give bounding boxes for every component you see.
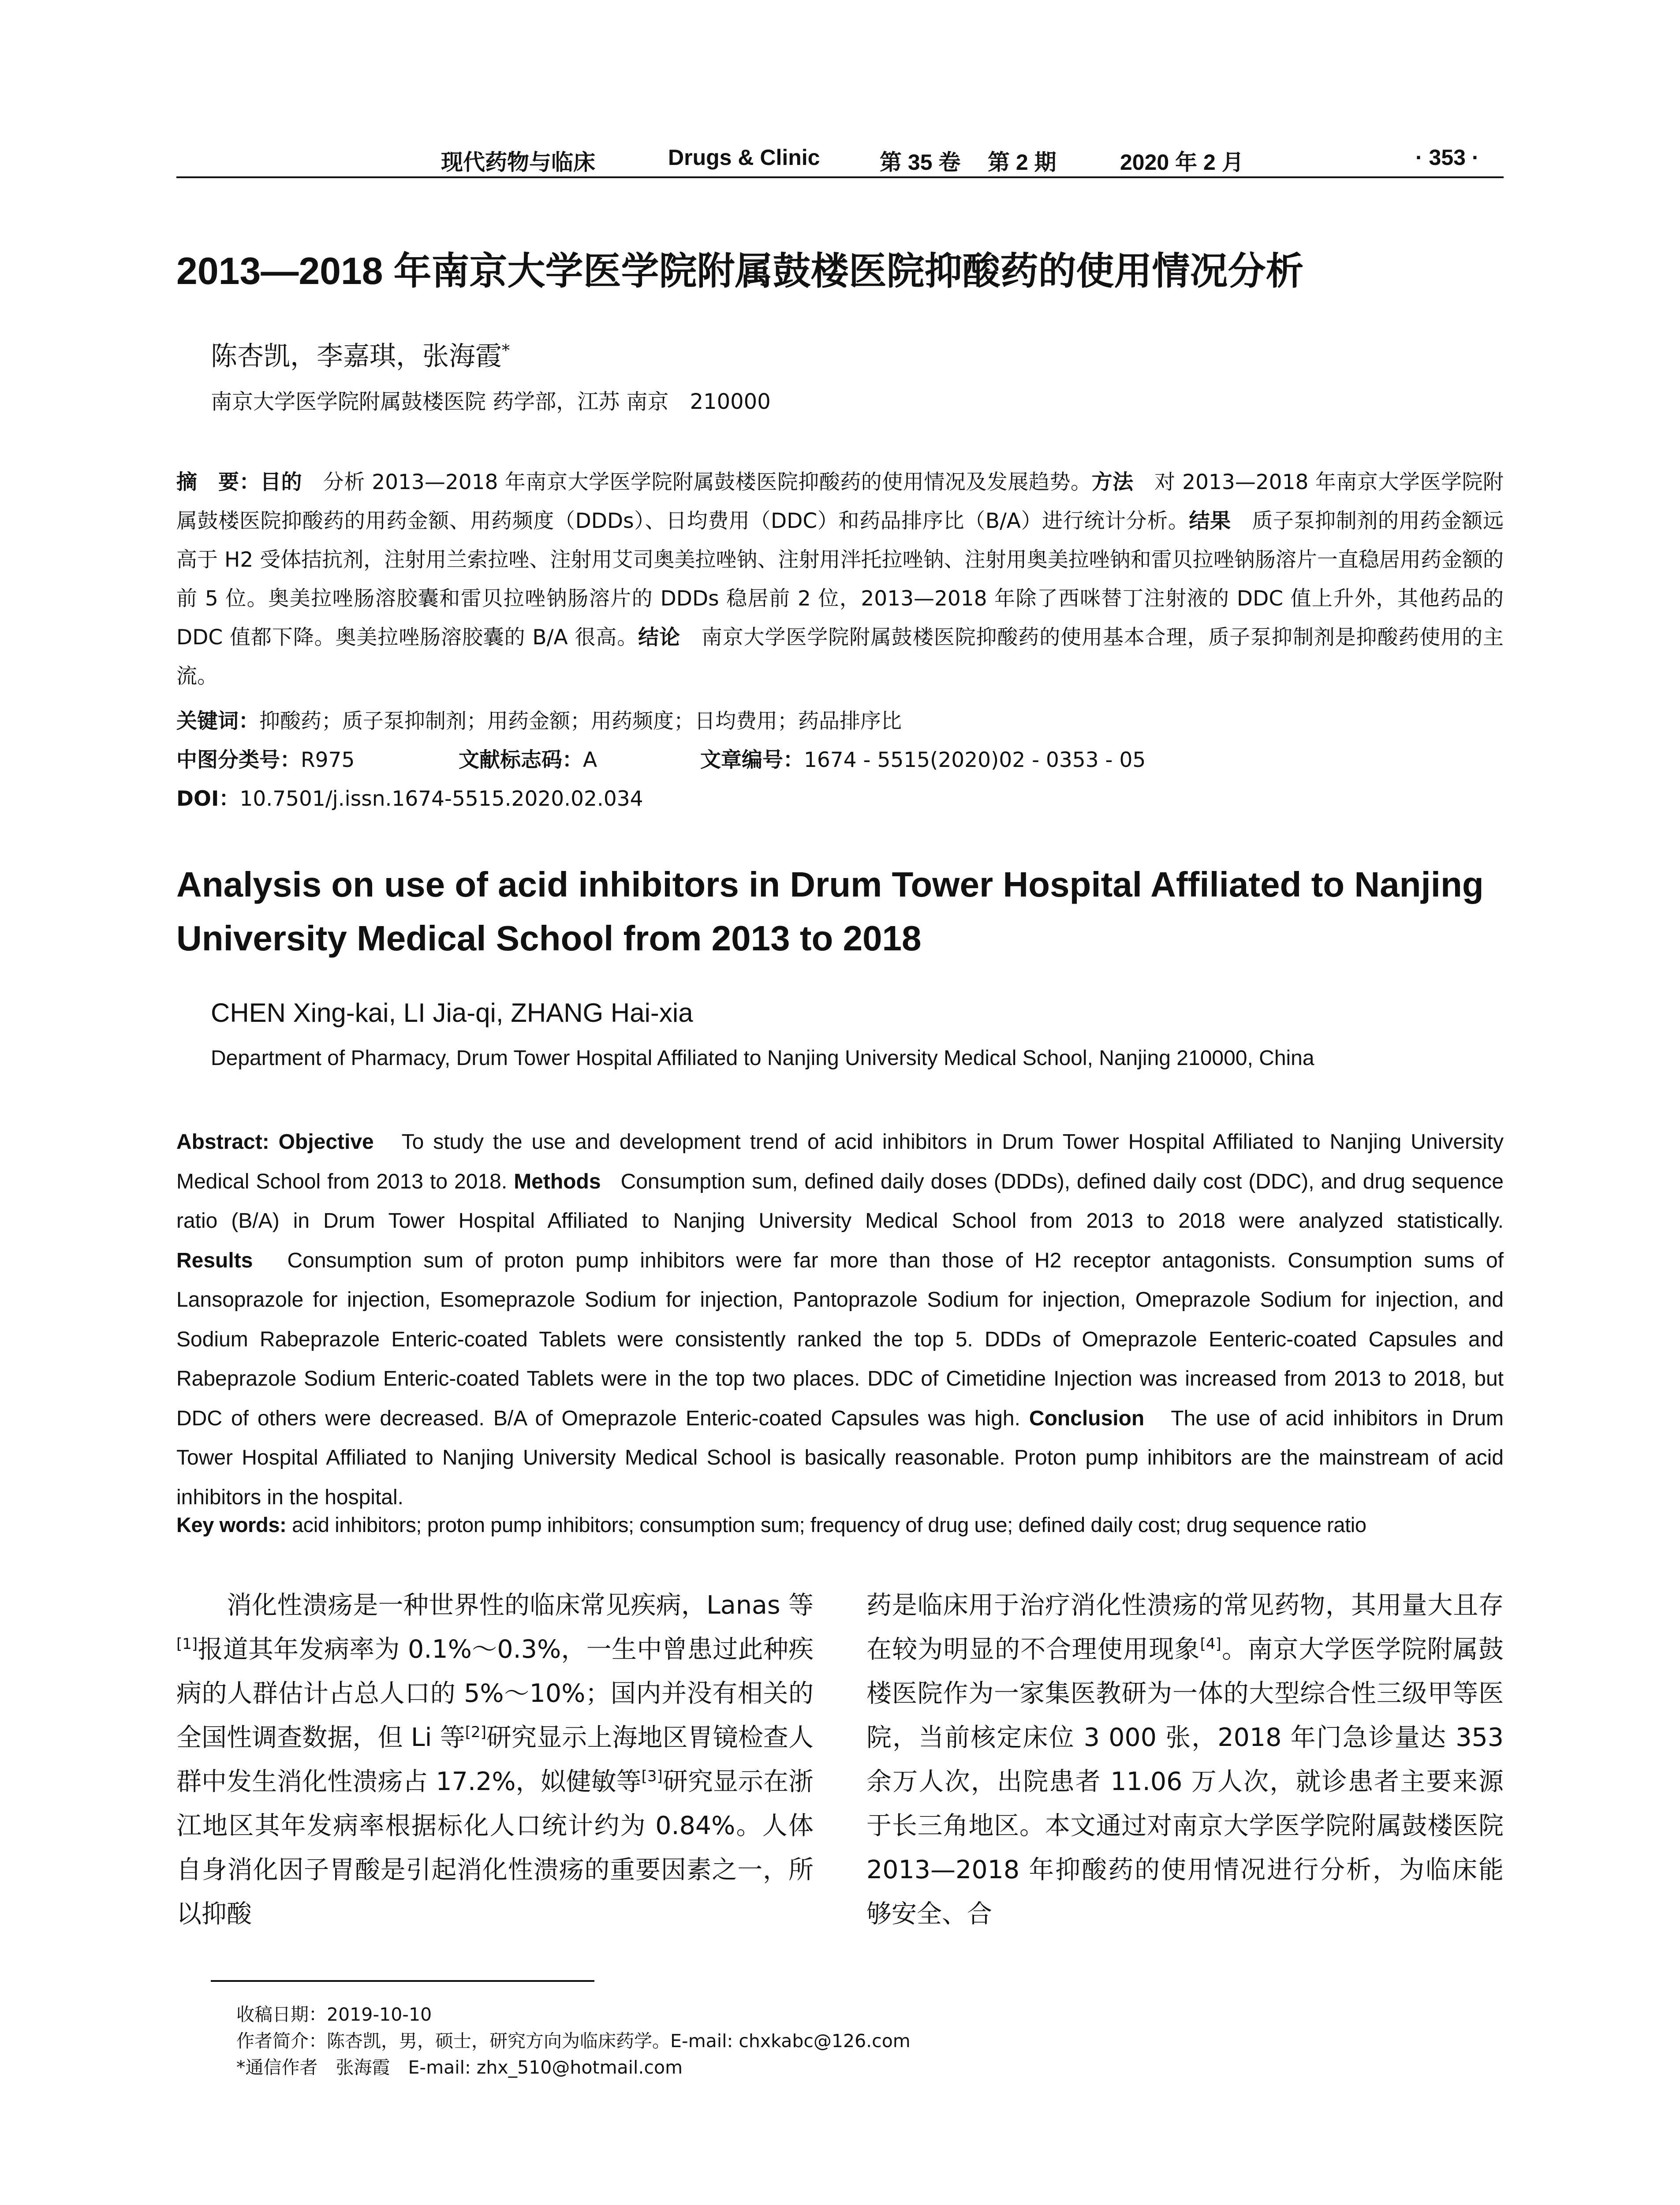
citation-1[interactable]: [1] bbox=[176, 1635, 198, 1653]
cn-authors bbox=[211, 335, 510, 373]
en-keywords-text: acid inhibitors; proton pump inhibitors; consumption sum; frequency of drug use; defined daily cost; drug sequence ratio bbox=[292, 1513, 1366, 1536]
footnote-received: 收稿日期：2019-10-10 bbox=[236, 2004, 432, 2025]
cn-affiliation: 南京大学医学院附属鼓楼医院 药学部，江苏 南京 210000 bbox=[211, 389, 771, 414]
cn-keywords-label: 关键词： bbox=[176, 709, 259, 733]
footnote-corresponding: *通信作者 张海霞 E-mail: zhx_510@hotmail.com bbox=[236, 2057, 683, 2078]
en-abstract bbox=[176, 1122, 1504, 1517]
citation-2[interactable]: [2] bbox=[465, 1723, 486, 1741]
body-column-right bbox=[866, 1583, 1504, 1936]
cn-abstract-label: 摘 要： bbox=[176, 470, 261, 494]
cn-results-label: 结果 bbox=[1189, 509, 1231, 533]
en-conclusion-text: The use of acid inhibitors in Drum Tower Hospital Affiliated to Nanjing University Medical School is basically reasonable. Proton pump inhibitors are the mainstream of acid inhibitors in the hospital. bbox=[176, 1406, 1504, 1509]
corresponding-mark: * bbox=[502, 342, 510, 360]
cn-keywords bbox=[176, 705, 902, 734]
cn-methods-text: 对 2013—2018 年南京大学医学院附属鼓楼医院抑酸药的用药金额、用药频度（DDDs）、日均费用（DDC）和药品排序比（B/A）进行统计分析。 bbox=[176, 470, 1504, 533]
en-conclusion-label: Conclusion bbox=[1029, 1406, 1145, 1430]
en-objective-text: To study the use and development trend of acid inhibitors in Drum Tower Hospital Affiliated to Nanjing University Medical School from 2013 to 2018. bbox=[176, 1130, 1504, 1193]
cn-conclusion-label: 结论 bbox=[638, 625, 680, 650]
doc-code-label: 文献标志码： bbox=[459, 748, 583, 772]
en-methods-text: Consumption sum, defined daily doses (DDDs), defined daily cost (DDC), and drug sequence ratio (B/A) in Drum Tower Hospital Affiliated to Nanjing University Medical School from 2013 to 2018 were analyzed statistically. bbox=[176, 1170, 1504, 1233]
doi-label: DOI： bbox=[176, 787, 240, 811]
volume: 第 35 卷 bbox=[880, 150, 961, 175]
body-column-left bbox=[176, 1583, 814, 1936]
cn-objective-label: 目的 bbox=[260, 470, 302, 494]
cn-results-text: 质子泵抑制剂的用药金额远高于 H2 受体拮抗剂，注射用兰索拉唑、注射用艾司奥美拉唑钠、注射用泮托拉唑钠、注射用奥美拉唑钠和雷贝拉唑钠肠溶片一直稳居用药金额的前 5 位。奥美拉唑肠溶胶囊和雷贝拉唑钠肠溶片的 DDDs 稳居前 2 位，2013—2018 年除了西咪替丁注射液的 DDC 值上升外，其他药品的 DDC 值都下降。奥美拉唑肠溶胶囊的 B/A 很高。 bbox=[176, 509, 1504, 650]
article-id-value: 1674 - 5515(2020)02 - 0353 - 05 bbox=[804, 748, 1146, 772]
cn-methods-label: 方法 bbox=[1091, 470, 1134, 494]
citation-3[interactable]: [3] bbox=[641, 1768, 663, 1785]
body-right-text-1: 药是临床用于治疗消化性溃疡的常见药物，其用量大且存在较为明显的不合理使用现象 bbox=[866, 1591, 1504, 1664]
en-abstract-label: Abstract: bbox=[176, 1130, 269, 1154]
body-left-text-4: 研究显示在浙江地区其年发病率根据标化人口统计约为 0.84%。人体自身消化因子胃酸是引起消化性溃疡的重要因素之一，所以抑酸 bbox=[176, 1767, 814, 1928]
page-number: · 353 · bbox=[1415, 145, 1479, 170]
running-header bbox=[176, 140, 1504, 176]
issue: 第 2 期 bbox=[988, 150, 1057, 175]
cn-classification bbox=[176, 744, 355, 773]
body-left-text-2: 报道其年发病率为 0.1%～0.3%，一生中曾患过此种疾病的人群估计占总人口的 5%～10%；国内并没有相关的全国性调查数据，但 Li 等 bbox=[176, 1635, 814, 1752]
footnote-author-bio: 作者简介：陈杏凯，男，硕士，研究方向为临床药学。E-mail: chxkabc@126.com bbox=[236, 2030, 911, 2052]
citation-4[interactable]: [4] bbox=[1200, 1635, 1221, 1653]
en-affiliation: Department of Pharmacy, Drum Tower Hospital Affiliated to Nanjing University Medical School, Nanjing 210000, China bbox=[211, 1046, 1314, 1070]
body-right-text-2: 。南京大学医学院附属鼓楼医院作为一家集医教研为一体的大型综合性三级甲等医院，当前核定床位 3 000 张，2018 年门急诊量达 353 余万人次，出院患者 11.06 万人次，就诊患者主要来源于长三角地区。本文通过对南京大学医学院附属鼓楼医院 2013—2018 年抑酸药的使用情况进行分析，为临床能够安全、合 bbox=[866, 1635, 1504, 1928]
en-title: Analysis on use of acid inhibitors in Drum Tower Hospital Affiliated to Nanjing University Medical School from 2013 to 2018 bbox=[176, 865, 1484, 958]
body-left-text-1: 消化性溃疡是一种世界性的临床常见疾病，Lanas 等 bbox=[227, 1591, 814, 1620]
body-left-text-3: 研究显示上海地区胃镜检查人群中发生消化性溃疡占 17.2%，姒健敏等 bbox=[176, 1723, 814, 1796]
cn-doc-code bbox=[459, 744, 597, 773]
cn-authors-names: 陈杏凯，李嘉琪，张海霞 bbox=[211, 341, 502, 372]
cn-objective-text: 分析 2013—2018 年南京大学医学院附属鼓楼医院抑酸药的使用情况及发展趋势。 bbox=[323, 470, 1092, 494]
en-keywords-label: Key words: bbox=[176, 1513, 287, 1536]
cn-abstract bbox=[176, 463, 1504, 696]
cn-title: 2013—2018 年南京大学医学院附属鼓楼医院抑酸药的使用情况分析 bbox=[176, 250, 1304, 292]
header-rule bbox=[176, 176, 1504, 178]
article-id-label: 文章编号： bbox=[700, 748, 804, 772]
en-methods-label: Methods bbox=[514, 1170, 601, 1193]
footnote-rule bbox=[211, 1980, 594, 1982]
cn-conclusion-text: 南京大学医学院附属鼓楼医院抑酸药的使用基本合理，质子泵抑制剂是抑酸药使用的主流。 bbox=[176, 625, 1504, 688]
issue-date: 2020 年 2 月 bbox=[1120, 150, 1244, 175]
cn-keywords-text: 抑酸药；质子泵抑制剂；用药金额；用药频度；日均费用；药品排序比 bbox=[259, 709, 902, 733]
journal-name-en: Drugs & Clinic bbox=[668, 145, 820, 170]
doi bbox=[176, 782, 643, 812]
en-results-text: Consumption sum of proton pump inhibitors were far more than those of H2 receptor antagonists. Consumption sums of Lansoprazole for injection, Esomeprazole Sodium for injection, Pantoprazole Sodium for injection, Omeprazole Sodium for injection, and Sodium Rabeprazole Enteric-coated Tablets were consistently ranked the top 5. DDDs of Omeprazole Eenteric-coated Capsules and Rabeprazole Sodium Enteric-coated Tablets were in the top two places. DDC of Cimetidine Injection was increased from 2013 to 2018, but DDC of others were decreased. B/A of Omeprazole Enteric-coated Capsules was high. bbox=[176, 1248, 1504, 1430]
clc-label: 中图分类号： bbox=[176, 748, 301, 772]
en-keywords bbox=[176, 1513, 1504, 1537]
en-results-label: Results bbox=[176, 1248, 253, 1272]
en-authors: CHEN Xing-kai, LI Jia-qi, ZHANG Hai-xia bbox=[211, 998, 693, 1028]
cn-article-id bbox=[700, 744, 1146, 773]
en-objective-label: Objective bbox=[278, 1130, 374, 1154]
journal-name-cn: 现代药物与临床 bbox=[441, 150, 595, 175]
doi-link[interactable]: 10.7501/j.issn.1674-5515.2020.02.034 bbox=[239, 787, 643, 811]
clc-value: R975 bbox=[301, 748, 355, 772]
doc-code-value: A bbox=[583, 748, 597, 772]
